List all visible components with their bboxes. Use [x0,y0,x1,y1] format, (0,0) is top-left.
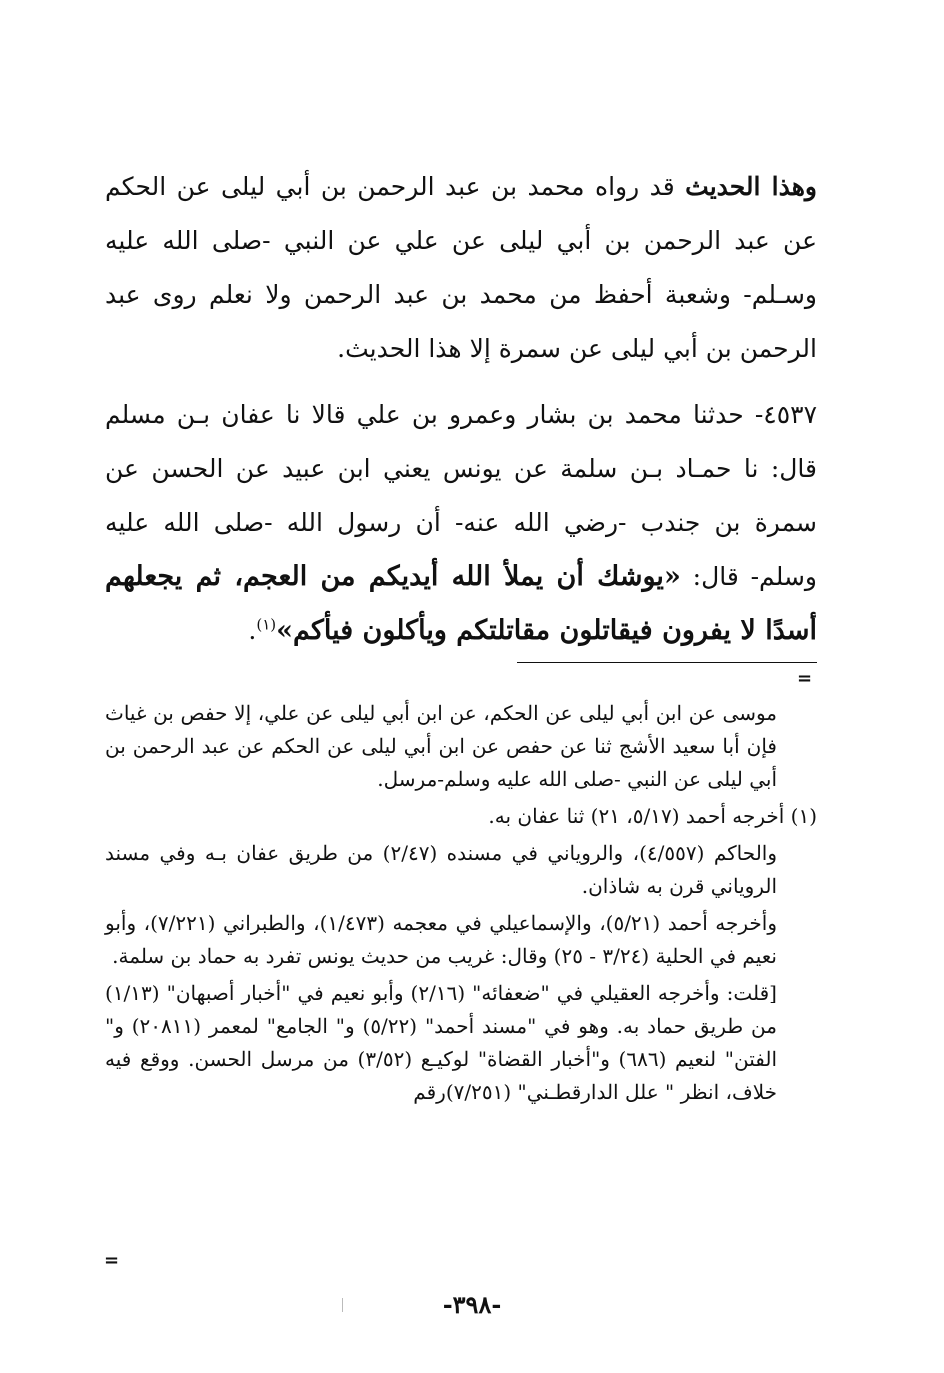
page-number: -٣٩٨- [442,1290,502,1319]
hadith-quote: «يوشك أن يملأ الله أيديكم من العجم، ثم يجعلهم أسدًا لا يفرون فيقاتلون مقاتلتكم ويأكلون فيأكم» [105,561,817,646]
main-text [105,160,817,658]
footnote-1-editor-note: [قلت: وأخرجه العقيلي في "ضعفائه" (٢/١٦) وأبو نعيم في "أخبار أصبهان" (١/١٣) من طريق حماد به. وهو في "مسند أحمد" (٥/٢٢) و" الجامع" لمعمر (٢٠٨١١) و" الفتن" لنعيم (٦٨٦) و"أخبار القضاة" لوكيـع (٣/٥٢) من مرسل الحسن. ووقع فيه خلاف، انظر " علل الدارقطـني" (٧/٢٥١)رقم [105,981,777,1104]
paragraph-lead: وهذا الحديث [685,172,818,201]
footnote-ref[interactable]: (١) [256,615,277,634]
continuation-mark-bottom: = [104,1250,120,1271]
paragraph-hadith [105,388,817,658]
hadith-chain: ٤٥٣٧- حدثنا محمد بن بشار وعمرو بن علي قالا نا عفان بـن مسلم قال: نا حمـاد بـن سلمة عن يونس يعني ابن عبيد عن الحسن عن سمرة بن جندب -رضي الله عنه- أن رسول الله -صلى الله عليه وسلم- قال: [105,400,817,591]
footnote-1-heading: (١) أخرجه أحمد (٥/١٧، ٢١) ثنا عفان به. [488,804,817,828]
continuation-mark-top: = [797,668,813,689]
paragraph-commentary [105,160,817,376]
footnote-1-ahmad: وأخرجه أحمد (٥/٢١)، والإسماعيلي في معجمه (١/٤٧٣)، والطبراني (٧/٢٢١)، وأبو نعيم في الحلية (٣/٢٤ - ٢٥) وقال: غريب من حديث يونس تفرد به حماد بن سلمة. [105,911,778,968]
paragraph-body: قد رواه محمد بن عبد الرحمن بن أبي ليلى عن الحكم عن عبد الرحمن بن أبي ليلى عن علي عن النبي -صلى الله عليه وسـلم- وشعبة أحفظ من محمد بن عبد الرحمن ولا نعلم روى عبد الرحمن بن أبي ليلى عن سمرة إلا هذا الحديث. [105,172,817,363]
paragraph-end: . [248,616,257,645]
footnote-separator [517,662,817,663]
footnote-continued: موسى عن ابن أبي ليلى عن الحكم، عن ابن أبي ليلى عن علي، إلا حفص بن غياث فإن أبا سعيد الأشج ثنا عن حفص عن ابن أبي ليلى عن الحكم عن عبد الرحمن بن أبي ليلى عن النبي -صلى الله عليه وسلم-مرسل. [105,701,777,791]
footnotes-section [105,697,817,1109]
footnote-1-hakim: والحاكم (٤/٥٥٧)، والروياني في مسنده (٢/٤٧) من طريق عفان بـه وفي مسند الروياني قرن به شاذان. [105,841,777,898]
